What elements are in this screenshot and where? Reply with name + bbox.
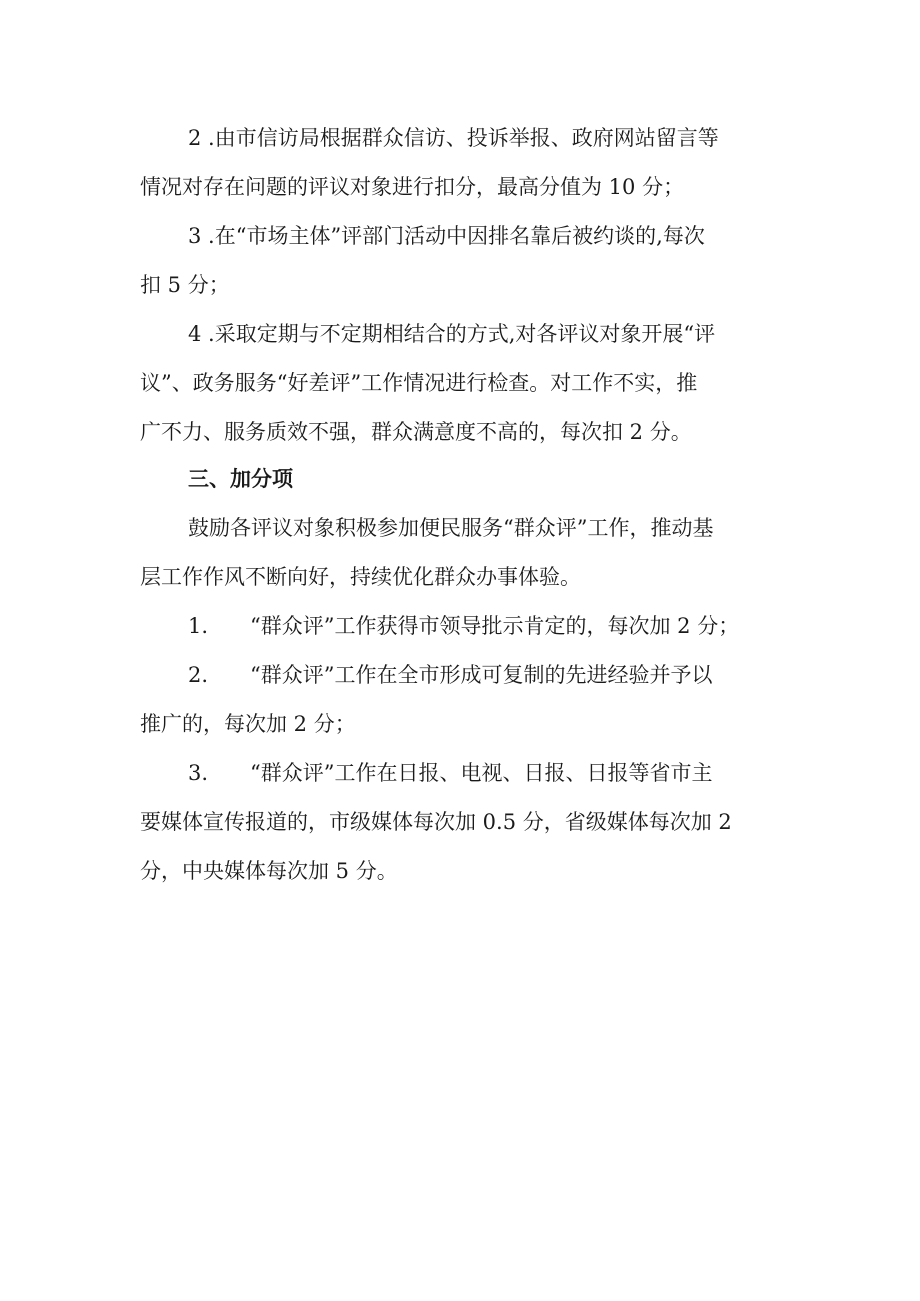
bonus-item-3-line-1: 3. “群众评”工作在日报、电视、日报、日报等省市主 xyxy=(188,761,713,785)
paragraph-4-line-1: 4 .采取定期与不定期相结合的方式,对各评议对象开展“评 xyxy=(188,322,716,346)
intro-paragraph-line-1: 鼓励各评议对象积极参加便民服务“群众评”工作，推动基 xyxy=(188,516,714,540)
paragraph-2-line-2: 情况对存在问题的评议对象进行扣分，最高分值为 10 分； xyxy=(140,175,685,199)
bonus-item-2-line-2: 推广的，每次加 2 分； xyxy=(140,712,356,736)
bonus-item-1: 1. “群众评”工作获得市领导批示肯定的，每次加 2 分； xyxy=(188,614,740,638)
paragraph-4-line-3: 广不力、服务质效不强，群众满意度不高的，每次扣 2 分。 xyxy=(140,420,692,444)
bonus-item-2-line-1: 2. “群众评”工作在全市形成可复制的先进经验并予以 xyxy=(188,663,713,687)
section-heading-bonus: 三、加分项 xyxy=(188,467,293,491)
bonus-item-3-line-2: 要媒体宣传报道的，市级媒体每次加 0.5 分，省级媒体每次加 2 xyxy=(140,810,732,834)
paragraph-4-line-2: 议”、政务服务“好差评”工作情况进行检查。对工作不实，推 xyxy=(140,371,698,395)
paragraph-3-line-1: 3 .在“市场主体”评部门活动中因排名靠后被约谈的,每次 xyxy=(188,224,705,248)
intro-paragraph-line-2: 层工作作风不断向好，持续优化群众办事体验。 xyxy=(140,565,581,589)
bonus-item-3-line-3: 分，中央媒体每次加 5 分。 xyxy=(140,859,398,883)
paragraph-2-line-1: 2 .由市信访局根据群众信访、投诉举报、政府网站留言等 xyxy=(188,126,719,150)
paragraph-3-line-2: 扣 5 分； xyxy=(140,273,230,297)
